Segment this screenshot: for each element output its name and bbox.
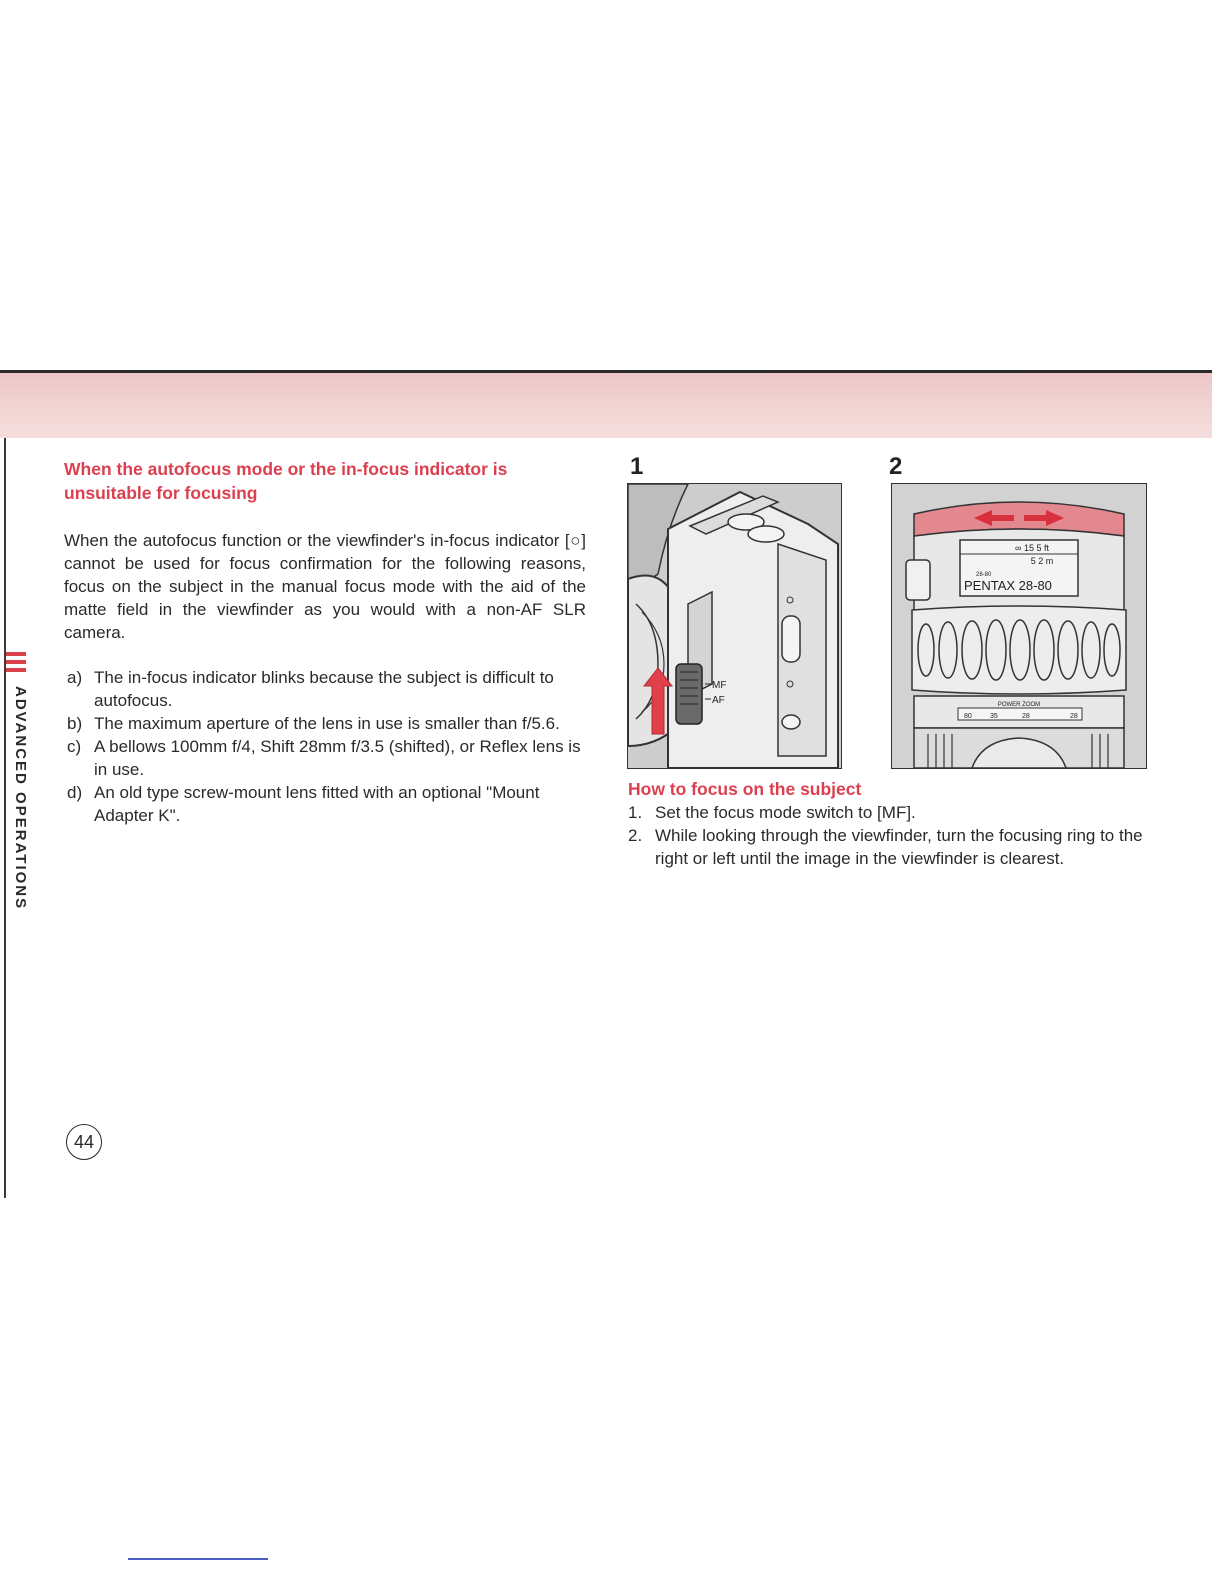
lens-illustration <box>892 484 1146 768</box>
intro-paragraph: When the autofocus function or the viewfinder's in-focus indicator [○] cannot be used for focus confirmation for the following reasons, focus on the subject in the manual focus mode with the aid of the matte field in the viewfinder as you would with a non-AF SLR camera. <box>64 531 586 642</box>
camera-body-illustration <box>628 484 841 768</box>
grip-ring <box>912 606 1126 694</box>
how-to-heading: How to focus on the subject <box>628 779 862 799</box>
mf-label: MF <box>712 680 727 691</box>
zoom-scale-mid1: 35 <box>990 713 998 720</box>
distance-scale-feet: ∞ 15 5 ft <box>1015 543 1049 553</box>
focus-mode-switch <box>676 664 702 724</box>
steps-list <box>628 801 1148 870</box>
right-column <box>628 778 1148 870</box>
distance-scale-meters: 5 2 m <box>1030 556 1054 566</box>
af-label: AF <box>712 695 725 706</box>
page-number: 44 <box>66 1124 102 1160</box>
section-marker-bars <box>6 652 26 678</box>
zoom-scale-left: 80 <box>964 713 972 720</box>
section-side-tab: ADVANCED OPERATIONS <box>12 686 29 911</box>
figure-1-camera-switch <box>627 483 842 769</box>
list-item: d) An old type screw-mount lens fitted with an optional "Mount Adapter K". <box>67 783 540 825</box>
reasons-list <box>64 666 586 827</box>
header-band <box>0 373 1212 438</box>
lens-name: PENTAX 28-80 <box>964 578 1052 593</box>
figure-2-lens-ring <box>891 483 1147 769</box>
step-item: 1. Set the focus mode switch to [MF]. <box>628 803 916 822</box>
section-heading: When the autofocus mode or the in-focus indicator is unsuitable for focusing <box>64 459 508 503</box>
zoom-scale-right: 28 <box>1070 713 1078 720</box>
bottom-link-line <box>128 1558 268 1560</box>
power-zoom-label: POWER ZOOM <box>997 702 1041 708</box>
figure-1-number: 1 <box>630 453 644 480</box>
figure-2-number: 2 <box>889 453 903 480</box>
left-column <box>64 457 586 827</box>
list-item: a) The in-focus indicator blinks because the subject is difficult to autofocus. <box>67 668 554 710</box>
list-item: b) The maximum aperture of the lens in use is smaller than f/5.6. <box>67 714 560 733</box>
zoom-scale-mid2: 28 <box>1022 713 1030 720</box>
list-item: c) A bellows 100mm f/4, Shift 28mm f/3.5 (shifted), or Reflex lens is in use. <box>67 737 581 779</box>
lens-small-label: 28-80 <box>976 572 992 578</box>
step-item: 2. While looking through the viewfinder, turn the focusing ring to the right or left until the image in the viewfinder is clearest. <box>628 826 1143 868</box>
